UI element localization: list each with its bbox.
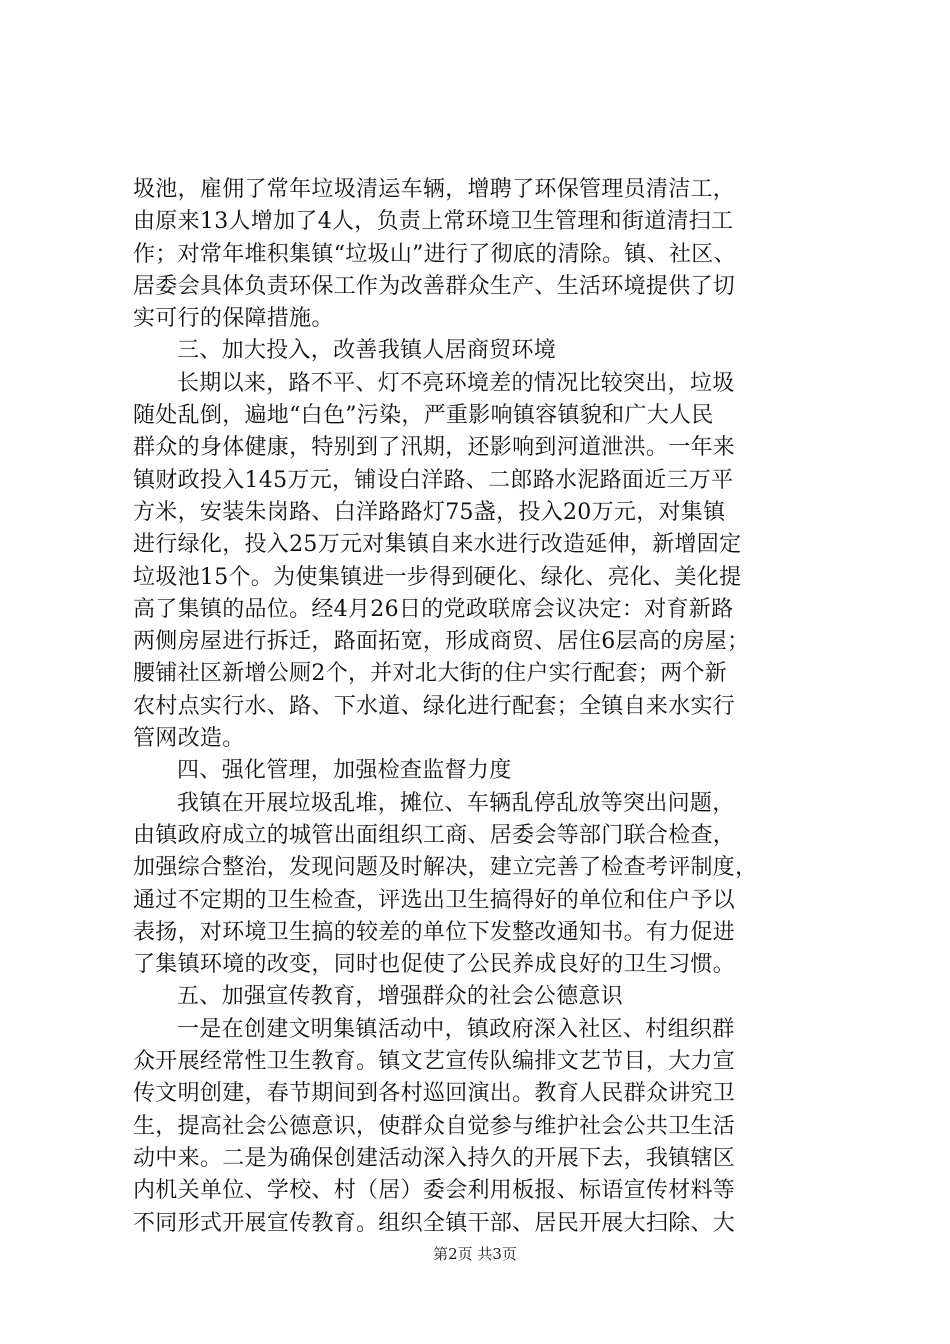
body-line: 加强综合整治，发现问题及时解决，建立完善了检查考评制度， (133, 855, 758, 881)
body-line: 表扬，对环境卫生搞的较差的单位下发整改通知书。有力促进 (133, 919, 736, 945)
body-line: 众开展经常性卫生教育。镇文艺宣传队编排文艺节目，大力宣 (133, 1049, 736, 1075)
section-heading-5: 五、加强宣传教育，增强群众的社会公德意识 (177, 984, 624, 1010)
page-footer: 第2页 共3页 (433, 1245, 517, 1263)
body-line: 生，提高社会公德意识，使群众自觉参与维护社会公共卫生活 (133, 1113, 736, 1139)
body-line: 腰铺社区新增公厕2个，并对北大街的住户实行配套；两个新 (133, 661, 728, 687)
document-body (133, 174, 828, 1240)
body-line: 实可行的保障措施。 (133, 306, 334, 332)
body-line: 管网改造。 (133, 726, 245, 752)
section-heading-3: 三、加大投入，改善我镇人居商贸环境 (177, 338, 557, 364)
body-line: 内机关单位、学校、村（居）委会利用板报、标语宣传材料等 (133, 1178, 736, 1204)
body-line: 随处乱倒，遍地“白色”污染，严重影响镇容镇貌和广大人民 (133, 403, 714, 429)
body-line: 由原来13人增加了4人，负责上常环境卫生管理和街道清扫工 (133, 209, 734, 235)
body-line: 圾池，雇佣了常年垃圾清运车辆，增聘了环保管理员清洁工， (133, 177, 736, 202)
paragraph-start: 长期以来，路不平、灯不亮环境差的情况比较突出，垃圾 (177, 370, 735, 396)
body-line: 高了集镇的品位。经4月26日的党政联席会议决定：对育新路 (133, 596, 734, 622)
body-line: 两侧房屋进行拆迁，路面拓宽，形成商贸、居住6层高的房屋； (133, 629, 750, 655)
body-line: 镇财政投入145万元，铺设白洋路、二郎路水泥路面近三万平 (133, 467, 734, 493)
paragraph-start: 一是在创建文明集镇活动中，镇政府深入社区、村组织群 (177, 1016, 735, 1042)
body-line: 居委会具体负责环保工作为改善群众生产、生活环境提供了切 (133, 273, 736, 299)
body-line: 由镇政府成立的城管出面组织工商、居委会等部门联合检查， (133, 822, 736, 848)
body-line: 不同形式开展宣传教育。组织全镇干部、居民开展大扫除、大 (133, 1210, 736, 1236)
body-line: 通过不定期的卫生检查，评选出卫生搞得好的单位和住户予以 (133, 887, 736, 913)
body-line: 动中来。二是为确保创建活动深入持久的开展下去，我镇辖区 (133, 1145, 736, 1171)
body-line: 农村点实行水、路、下水道、绿化进行配套；全镇自来水实行 (133, 693, 736, 719)
body-line: 进行绿化，投入25万元对集镇自来水进行改造延伸，新增固定 (133, 532, 742, 558)
section-heading-4: 四、强化管理，加强检查监督力度 (177, 758, 512, 784)
body-line: 垃圾池15个。为使集镇进一步得到硬化、绿化、亮化、美化提 (133, 564, 742, 590)
body-line: 群众的身体健康，特别到了汛期，还影响到河道泄洪。一年来 (133, 435, 736, 461)
body-line: 传文明创建，春节期间到各村巡回演出。教育人民群众讲究卫 (133, 1081, 736, 1107)
body-line: 方米，安装朱岗路、白洋路路灯75盏，投入20万元，对集镇 (133, 499, 726, 525)
body-line: 作；对常年堆积集镇“垃圾山”进行了彻底的清除。镇、社区、 (133, 241, 736, 267)
paragraph-start: 我镇在开展垃圾乱堆，摊位、车辆乱停乱放等突出问题， (177, 790, 735, 816)
body-line: 了集镇环境的改变，同时也促使了公民养成良好的卫生习惯。 (133, 952, 736, 978)
